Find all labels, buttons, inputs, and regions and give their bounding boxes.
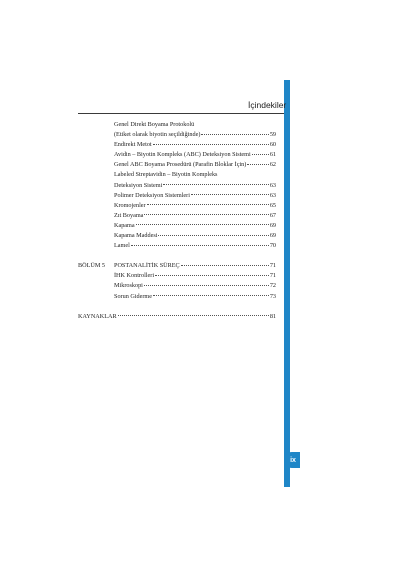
toc-entry-page: 61: [269, 151, 276, 159]
toc-entry[interactable]: [78, 241, 276, 251]
toc-entry[interactable]: [78, 120, 276, 130]
toc-entry-label: Polimer Deteksiyon Sistemleri: [114, 191, 190, 199]
dot-leader: [181, 265, 269, 266]
dot-leader: [118, 315, 269, 316]
toc-entry-label: Lamel: [114, 242, 130, 250]
toc-entry-page: 71: [269, 262, 276, 270]
toc-entry[interactable]: [78, 140, 276, 150]
toc-entry[interactable]: [78, 130, 276, 140]
toc-entry-label: Deteksiyon Sistemi: [114, 181, 163, 189]
toc-entry-label: Genel ABC Boyama Prosedürü (Parafin Bloklar İçin): [114, 161, 247, 169]
chapter-number: BÖLÜM 5: [78, 262, 105, 270]
toc-entry-page: 62: [269, 161, 276, 169]
toc-entry[interactable]: [78, 170, 276, 180]
dot-leader: [201, 134, 268, 135]
toc-entry-page: 63: [269, 181, 276, 189]
toc-entry-label: Genel Direkt Boyama Protokolü: [114, 121, 195, 128]
dot-leader: [252, 154, 269, 155]
dot-leader: [153, 295, 269, 296]
page-header-title: İçindekiler: [248, 100, 287, 110]
toc-entry-page: 69: [269, 232, 276, 240]
dot-leader: [144, 214, 268, 215]
toc-entry[interactable]: [78, 221, 276, 231]
toc-entry[interactable]: [78, 181, 276, 191]
toc-entry[interactable]: [78, 160, 276, 170]
toc-entry-page: 81: [269, 312, 276, 320]
toc-entry-page: 63: [269, 191, 276, 199]
toc-entry-page: 69: [269, 221, 276, 229]
toc-chapter-entry[interactable]: [78, 261, 276, 271]
toc-entry-label: Kromojenler: [114, 201, 146, 209]
toc-entry-label: Mikroskopi: [114, 282, 143, 290]
dot-leader: [247, 164, 268, 165]
toc-entry-page: 71: [269, 272, 276, 280]
toc-entry-page: 60: [269, 141, 276, 149]
dot-leader: [158, 235, 268, 236]
dot-leader: [191, 194, 269, 195]
dot-leader: [163, 184, 269, 185]
toc-entry-label: Zıt Boyama: [114, 211, 144, 219]
accent-bar: [284, 80, 290, 487]
dot-leader: [144, 285, 269, 286]
dot-leader: [153, 144, 269, 145]
toc-entry[interactable]: [78, 231, 276, 241]
toc-entry-label: Labeled Streptavidin – Biyotin Kompleks: [114, 171, 218, 179]
toc-entry[interactable]: [78, 292, 276, 302]
toc-entry-label: Avidin – Biyotin Kompleks (ABC) Deteksiyon Sistemi: [114, 151, 251, 159]
header-rule: [78, 113, 284, 114]
toc-entry-page: 65: [269, 201, 276, 209]
toc-entry-page: 72: [269, 282, 276, 290]
dot-leader: [131, 245, 269, 246]
toc-entry[interactable]: [78, 211, 276, 221]
toc-entry-label: Kapama Maddesi: [114, 232, 158, 240]
toc-entry[interactable]: [78, 281, 276, 291]
toc-entry-page: 59: [269, 131, 276, 139]
spacer: [78, 251, 276, 261]
toc-entry-label: Endirekt Metot: [114, 141, 152, 149]
toc-entry[interactable]: [78, 191, 276, 201]
toc-entry[interactable]: [78, 201, 276, 211]
toc-entry-page: 70: [269, 242, 276, 250]
references-label: KAYNAKLAR: [78, 312, 117, 320]
toc-entry-page: 67: [269, 211, 276, 219]
toc-entry[interactable]: [78, 150, 276, 160]
toc-references-entry[interactable]: [78, 312, 276, 322]
toc-entry-label: Kapama: [114, 221, 135, 229]
chapter-title: POSTANALİTİK SÜREÇ: [114, 262, 180, 270]
spacer: [78, 302, 276, 312]
toc-entry-label: Sorun Giderme: [114, 292, 152, 300]
toc-entry-label: İHK Kontrolleri: [114, 272, 155, 280]
dot-leader: [136, 224, 269, 225]
page-number-tab: ix: [284, 452, 300, 468]
table-of-contents: [78, 120, 276, 322]
dot-leader: [155, 275, 269, 276]
toc-chapter-label: [78, 261, 180, 271]
toc-entry-label: (Etiket olarak biyotin seçildiğinde): [114, 131, 201, 139]
toc-entry[interactable]: [78, 271, 276, 281]
dot-leader: [147, 204, 269, 205]
toc-entry-page: 73: [269, 292, 276, 300]
